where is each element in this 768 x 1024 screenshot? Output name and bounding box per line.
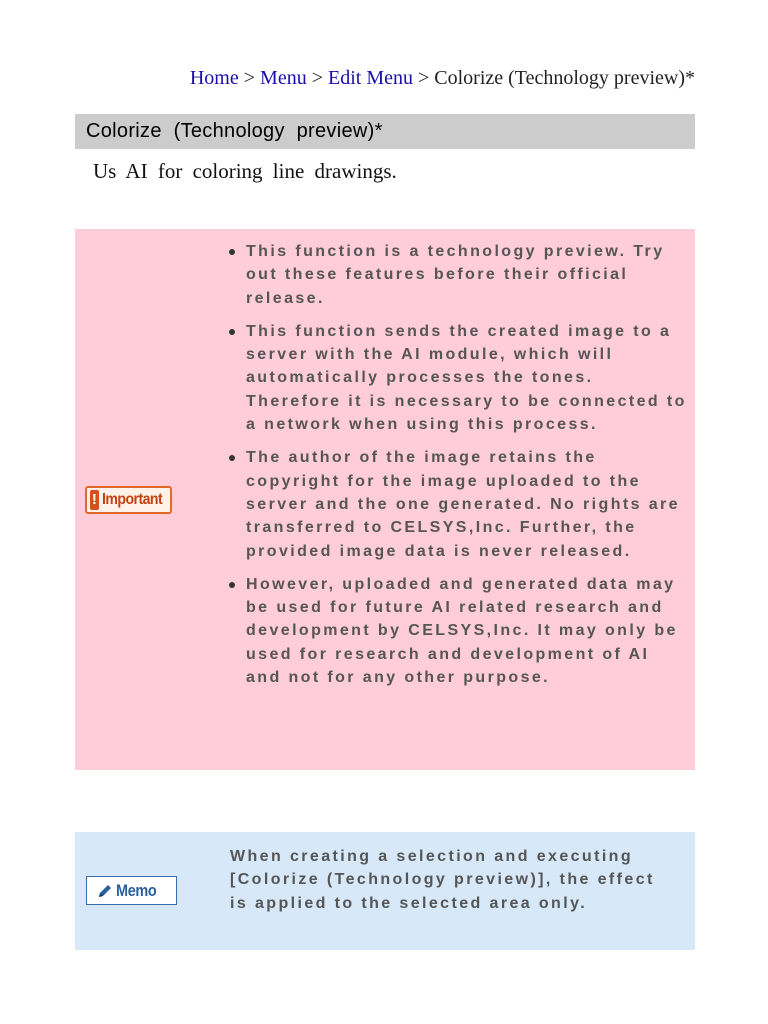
breadcrumb-menu-link[interactable]: Menu bbox=[260, 67, 307, 89]
important-list-item: This function is a technology preview. Try out these features before their official release. bbox=[246, 240, 691, 310]
important-list-item: The author of the image retains the copyright for the image uploaded to the server and the one generated. No rights are transferred to CELSYS,Inc. Further, the provided image data is never released. bbox=[246, 446, 691, 562]
important-badge-label: Important bbox=[101, 491, 162, 508]
breadcrumb bbox=[75, 67, 695, 90]
breadcrumb-home-link[interactable]: Home bbox=[189, 67, 239, 89]
breadcrumb-current: Colorize (Technology preview)* bbox=[434, 67, 695, 89]
intro-text: Us AI for coloring line drawings. bbox=[93, 159, 397, 183]
breadcrumb-edit-menu-link[interactable]: Edit Menu bbox=[327, 67, 413, 89]
breadcrumb-separator: > bbox=[306, 67, 328, 89]
important-list-item: However, uploaded and generated data may be used for future AI related research and development by CELSYS,Inc. It may only be used for research and development of AI and not for any other purpose. bbox=[246, 573, 691, 689]
pencil-icon bbox=[97, 883, 113, 899]
breadcrumb-separator: > bbox=[238, 67, 261, 89]
breadcrumb-separator: > bbox=[412, 67, 435, 89]
important-list bbox=[227, 240, 691, 699]
important-note-box bbox=[75, 229, 695, 770]
memo-text: When creating a selection and executing [Colorize (Technology preview)], the effect is applied to the selected area only. bbox=[230, 848, 655, 912]
important-list-item: This function sends the created image to a server with the AI module, which will automatically processes the tones. Therefore it is necessary to be connected to a network when using this process. bbox=[246, 320, 691, 436]
page-title: Colorize (Technology preview)* bbox=[75, 114, 695, 149]
memo-badge bbox=[86, 876, 177, 905]
memo-note-box bbox=[75, 832, 695, 950]
important-badge bbox=[85, 486, 172, 514]
exclamation-icon: ! bbox=[91, 491, 97, 508]
memo-badge-label: Memo bbox=[116, 880, 157, 900]
